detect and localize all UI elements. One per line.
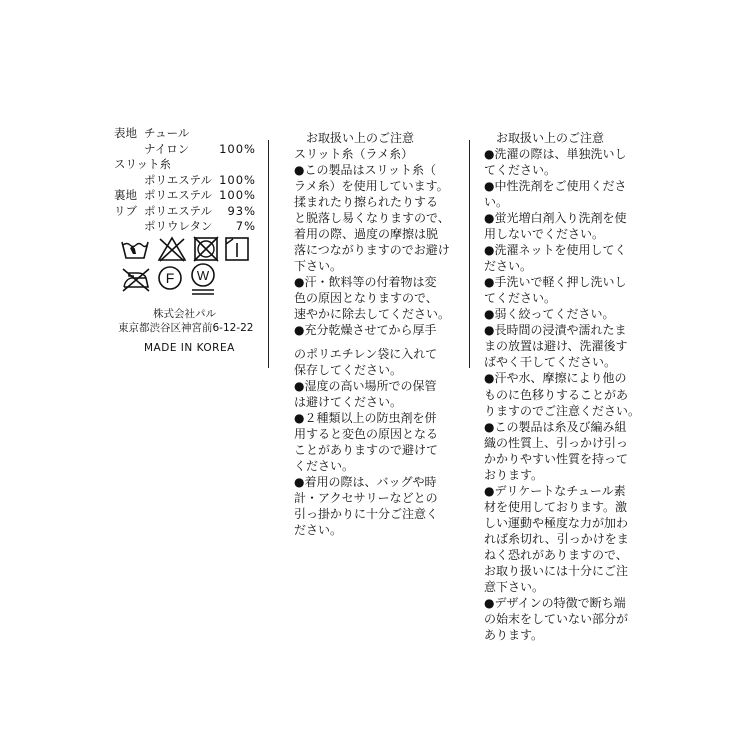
care-note-line: ださい。 [294, 523, 343, 537]
composition-material: ポリエステル [144, 203, 212, 218]
wash-tub-icon [120, 236, 150, 262]
care-note-line: ●洗濯ネットを使用してく [484, 243, 627, 257]
composition-percentage: 100% [219, 141, 256, 156]
dry-clean-f-icon [157, 265, 183, 291]
care-note-line: しい運動や極度な力が加わ [484, 516, 629, 530]
composition-percentage: 93% [227, 203, 256, 218]
line-dry-icon [224, 236, 250, 262]
care-note-line: ものに色移りすることがあ [484, 388, 629, 402]
care-note-line: 速やかに除去してください。 [294, 307, 451, 321]
care-note-line: お取扱い上のご注意 [294, 131, 415, 145]
care-notes-column-3-bottom [484, 387, 640, 643]
care-note-line: と脱落し易くなりますので、 [294, 211, 450, 225]
care-note-line: 色の原因となりますので、 [294, 291, 438, 305]
care-note-line: ください。 [294, 459, 355, 473]
care-notes-column-2-bottom [294, 346, 438, 538]
care-note-line: ●洗濯の際は、単独洗いし [484, 147, 627, 161]
composition-percentage: 7% [235, 219, 256, 233]
care-note-line: ●長時間の浸漬や濡れたま [484, 323, 627, 337]
no-bleach-icon [157, 236, 187, 262]
no-iron-icon [120, 266, 152, 292]
company-name: 株式会社パル [153, 308, 216, 320]
care-note-line: 用すると変色の原因となる [294, 427, 439, 441]
care-note-line: ねく恐れがありますので、 [484, 548, 628, 562]
care-note-line: てください。 [484, 291, 557, 305]
care-note-line: ことがありますので避けて [294, 443, 439, 457]
care-note-line: 着用の際、過度の摩擦は脱 [294, 227, 439, 241]
care-note-line: お取り扱いには十分にご注 [484, 564, 629, 578]
composition-material: ナイロン [144, 141, 190, 156]
country-of-origin: MADE IN KOREA [144, 342, 235, 354]
care-note-line: てください。 [484, 163, 557, 177]
care-note-line: ばやく干してください。 [484, 355, 617, 369]
svg-text:W: W [196, 268, 210, 283]
care-note-line: ●湿度の高い場所での保管 [294, 379, 437, 393]
composition-percentage: 100% [219, 188, 256, 202]
composition-part: 裏地 [114, 188, 137, 202]
care-note-line: ●手洗いで軽く押し洗いし [484, 275, 627, 289]
composition-material: ポリエステル [144, 172, 212, 187]
composition-material: ポリエステル [144, 188, 212, 202]
care-note-line: 計・アクセサリーなどとの [294, 491, 438, 505]
care-note-line: 意下さい。 [484, 580, 545, 594]
care-note-line: ●この製品は糸及び編み組 [484, 420, 627, 434]
wet-clean-w-icon [189, 262, 217, 296]
composition-material: ポリウレタン [144, 219, 213, 233]
care-note-line: りますのでご注意ください。 [484, 404, 641, 418]
composition-part: リブ [114, 203, 137, 218]
care-note-line: ●中性洗剤をご使用くださ [484, 179, 627, 193]
composition-material: チュール [144, 126, 190, 140]
care-note-line: 材を使用しております。激 [484, 500, 628, 514]
care-note-line: ●デザインの特徴で断ち端 [484, 596, 626, 610]
care-note-line: ラメ糸）を使用しています。 [294, 179, 449, 193]
care-note-line: 保存してください。 [294, 363, 403, 377]
care-note-line: の始末をしていない部分が [484, 612, 629, 626]
composition-part: スリット糸 [114, 157, 172, 171]
care-note-line: れば糸切れ、引っかけをま [484, 532, 629, 546]
care-note-line: ●汗や水、摩擦により他の [484, 371, 627, 385]
care-notes-column-3-top [484, 130, 628, 386]
care-note-line: 引っ掛かりに十分ご注意く [294, 507, 439, 521]
care-note-line: 下さい。 [294, 259, 343, 273]
composition-part: 表地 [114, 126, 137, 140]
care-note-line: かかりやすい性質を持って [484, 452, 629, 466]
column-divider-left [268, 140, 269, 368]
care-note-line: は避けてください。 [294, 395, 403, 409]
svg-text:F: F [165, 270, 175, 286]
care-note-line: スリット糸（ラメ糸） [294, 147, 414, 161]
care-note-line: ●着用の際は、バッグや時 [294, 475, 437, 489]
care-note-line: 揉まれたり擦られたりする [294, 195, 439, 209]
care-note-line: お取扱い上のご注意 [484, 131, 605, 145]
care-note-line: ●弱く絞ってください。 [484, 307, 615, 321]
care-note-line: ●デリケートなチュール素 [484, 484, 626, 498]
composition-percentage: 100% [219, 172, 256, 187]
care-note-line: 織の性質上、引っかけ引っ [484, 436, 629, 450]
care-note-line: ●２種類以上の防虫剤を併 [294, 411, 437, 425]
care-note-line: ださい。 [484, 259, 533, 273]
no-tumble-dry-icon [192, 236, 220, 262]
care-note-line: い。 [484, 195, 509, 209]
care-note-line: まの放置は避け、洗濯後す [484, 339, 628, 353]
care-note-line: ●この製品はスリット糸（ [294, 163, 436, 177]
care-note-line: 落につながりますのでお避け [294, 243, 450, 257]
care-note-line: ●蛍光増白剤入り洗剤を使 [484, 211, 627, 225]
care-note-line: おります。 [484, 468, 544, 482]
care-note-line: あります。 [484, 628, 544, 642]
care-note-line: ●充分乾燥させてから厚手 [294, 323, 437, 337]
care-note-line: のポリエチレン袋に入れて [294, 347, 438, 361]
care-notes-column-2-top [294, 130, 450, 338]
company-address: 東京都渋谷区神宮前6-12-22 [118, 322, 254, 334]
care-note-line: 用しないでください。 [484, 227, 605, 241]
care-note-line: ●汗・飲料等の付着物は変 [294, 275, 437, 289]
column-divider-right [469, 140, 470, 368]
